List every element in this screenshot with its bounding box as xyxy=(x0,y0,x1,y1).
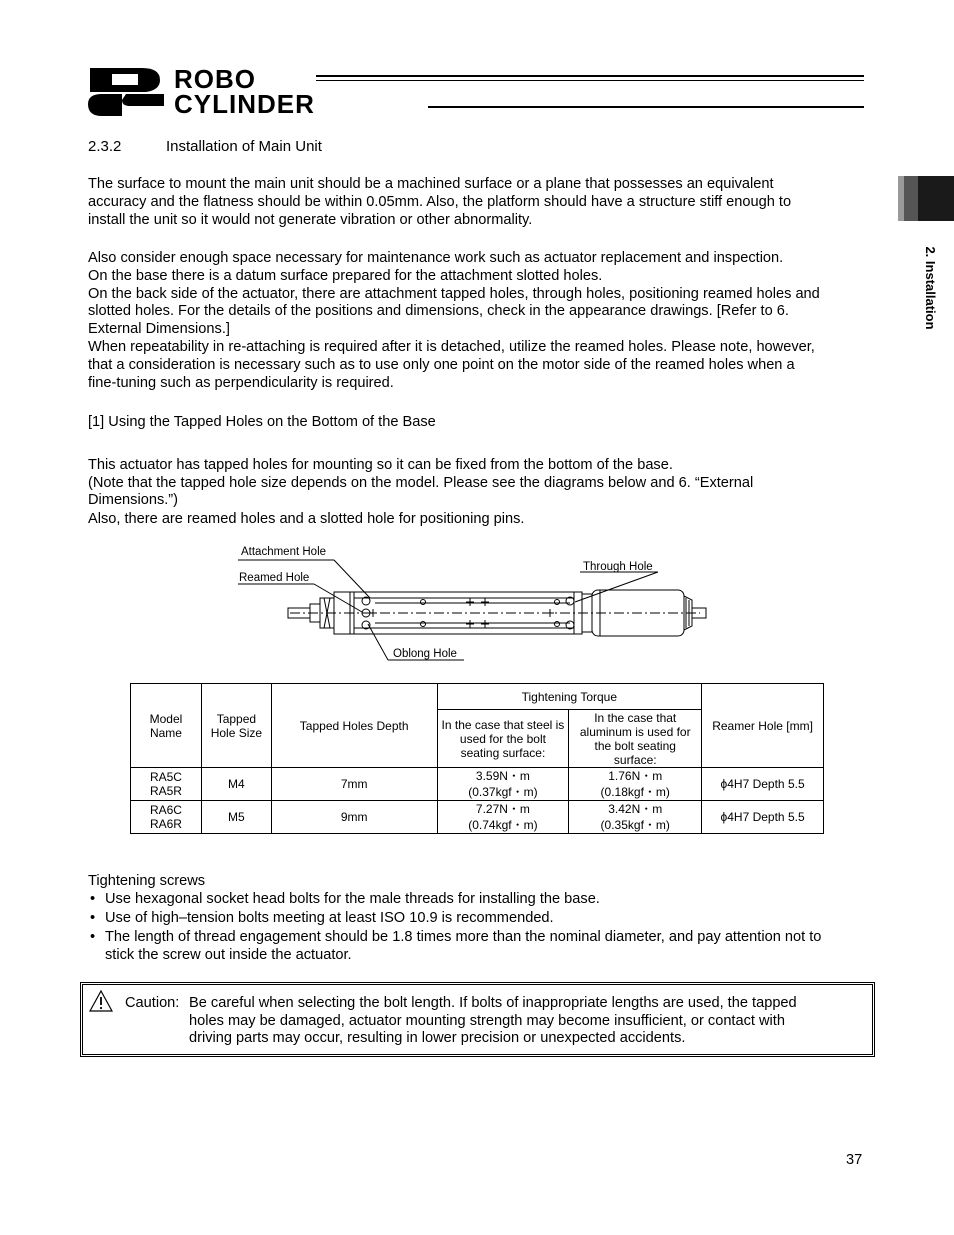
cell-reamer: ϕ4H7 Depth 5.5 xyxy=(702,768,824,801)
bullet-mark: • xyxy=(90,910,96,926)
subsection-title: [1] Using the Tapped Holes on the Bottom of the Base xyxy=(88,414,436,430)
label-through-hole: Through Hole xyxy=(583,561,653,573)
cell-alu-torque-kgf: (0.35kgf・m) xyxy=(600,818,670,832)
side-tab-block xyxy=(898,176,954,221)
paragraph-line: When repeatability in re-attaching is required after it is detached, utilize the reamed holes. Please note, however, xyxy=(88,339,815,355)
paragraph-line: This actuator has tapped holes for mounting so it can be fixed from the bottom of the base. xyxy=(88,457,673,473)
cell-model: RA5R xyxy=(149,784,182,798)
tightening-title: Tightening screws xyxy=(88,873,206,889)
logo xyxy=(86,66,866,118)
header-tapped-hole-size: Tapped Hole Size xyxy=(201,684,271,768)
page-number: 37 xyxy=(846,1152,863,1168)
paragraph-line: that a consideration is necessary such as to use only one point on the motor side of the reamed holes when a xyxy=(88,357,795,373)
paragraph-line: Dimensions.”) xyxy=(88,492,179,508)
section-number: 2.3.2 xyxy=(88,138,122,155)
cell-size: M5 xyxy=(201,801,271,834)
caution-box xyxy=(80,982,875,1057)
cell-depth: 9mm xyxy=(271,801,437,834)
cell-steel-torque: 7.27N・m xyxy=(475,802,530,816)
table-row xyxy=(131,801,824,834)
actuator-diagram xyxy=(230,540,730,665)
label-oblong-hole: Oblong Hole xyxy=(393,648,457,660)
cell-steel-torque: 3.59N・m xyxy=(475,769,530,783)
cell-size: M4 xyxy=(201,768,271,801)
caution-line: holes may be damaged, actuator mounting strength may become insufficient, or contact with xyxy=(189,1013,785,1029)
caution-label: Caution: xyxy=(125,995,180,1011)
header-steel: In the case that steel is used for the bolt seating surface: xyxy=(437,710,569,768)
bullet-text: stick the screw out inside the actuator. xyxy=(105,947,352,963)
paragraph-line: On the back side of the actuator, there are attachment tapped holes, through holes, positioning reamed holes and xyxy=(88,286,820,302)
warning-triangle-icon xyxy=(89,990,113,1012)
paragraph-line: install the unit so it would not generate vibration or other abnormality. xyxy=(88,212,533,228)
paragraph-line: The surface to mount the main unit should be a machined surface or a plane that possesses an equivalent xyxy=(88,176,774,192)
header-tightening-torque: Tightening Torque xyxy=(437,684,702,710)
cell-alu-torque: 1.76N・m xyxy=(608,769,663,783)
logo-text-robo: ROBO xyxy=(174,64,256,94)
header-aluminum: In the case that aluminum is used for the bolt seating surface: xyxy=(569,710,702,768)
side-tab-label: 2. Installation xyxy=(923,246,938,330)
paragraph-line: (Note that the tapped hole size depends on the model. Please see the diagrams below and 6. “External xyxy=(88,475,754,491)
caution-line: Be careful when selecting the bolt length. If bolts of inappropriate lengths are used, the tapped xyxy=(189,995,797,1011)
tapped-hole-table xyxy=(130,683,824,834)
cell-alu-torque-kgf: (0.18kgf・m) xyxy=(600,785,670,799)
header-reamer-hole: Reamer Hole [mm] xyxy=(702,684,824,768)
paragraph-line: fine-tuning such as perpendicularity is required. xyxy=(88,375,394,391)
section-title: Installation of Main Unit xyxy=(166,138,322,155)
bullet-text: Use of high–tension bolts meeting at least ISO 10.9 is recommended. xyxy=(105,910,554,926)
paragraph-line: accuracy and the flatness should be within 0.05mm. Also, the platform should have a structure stiff enough to xyxy=(88,194,792,210)
cell-reamer: ϕ4H7 Depth 5.5 xyxy=(702,801,824,834)
cell-alu-torque: 3.42N・m xyxy=(608,802,663,816)
paragraph-line: slotted holes. For the details of the positions and dimensions, check in the appearance drawings. [Refer to 6. xyxy=(88,303,789,319)
bullet-text: The length of thread engagement should be 1.8 times more than the nominal diameter, and pay attention not to xyxy=(105,929,822,945)
paragraph-line: External Dimensions.] xyxy=(88,321,230,337)
rc-logo-mark-icon xyxy=(86,66,168,118)
cell-depth: 7mm xyxy=(271,768,437,801)
cell-model: RA5C xyxy=(149,770,182,784)
cell-steel-torque-kgf: (0.74kgf・m) xyxy=(468,818,538,832)
cell-model: RA6R xyxy=(149,817,182,831)
header-rule-bottom xyxy=(428,106,864,108)
paragraph-line: On the base there is a datum surface prepared for the attachment slotted holes. xyxy=(88,268,603,284)
paragraph-line: Also, there are reamed holes and a slotted hole for positioning pins. xyxy=(88,511,525,527)
cell-steel-torque-kgf: (0.37kgf・m) xyxy=(468,785,538,799)
header-model-name: Model Name xyxy=(131,684,202,768)
bullet-mark: • xyxy=(90,929,96,945)
cell-model: RA6C xyxy=(149,803,182,817)
header-rule-top xyxy=(316,75,864,77)
header-rule-top-thin xyxy=(316,80,864,81)
logo-text-cylinder: CYLINDER xyxy=(174,89,315,119)
paragraph-line: Also consider enough space necessary for maintenance work such as actuator replacement and inspection. xyxy=(88,250,784,266)
caution-line: driving parts may occur, resulting in lower precision or unexpected accidents. xyxy=(189,1030,686,1046)
label-reamed-hole: Reamed Hole xyxy=(239,572,310,584)
label-attachment-hole: Attachment Hole xyxy=(241,546,327,558)
bullet-text: Use hexagonal socket head bolts for the male threads for installing the base. xyxy=(105,891,600,907)
bullet-mark: • xyxy=(90,891,96,907)
header-tapped-holes-depth: Tapped Holes Depth xyxy=(271,684,437,768)
table-row xyxy=(131,768,824,801)
